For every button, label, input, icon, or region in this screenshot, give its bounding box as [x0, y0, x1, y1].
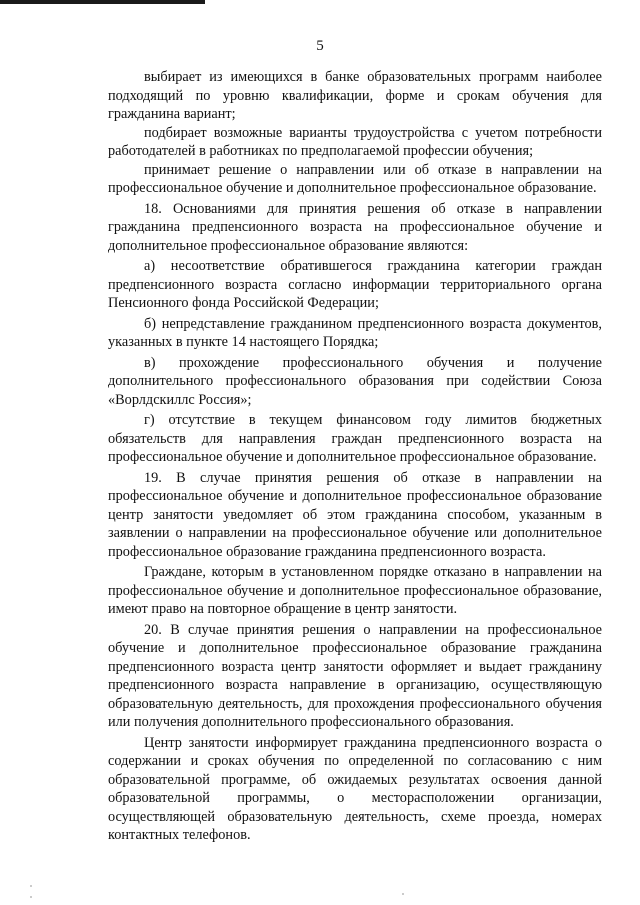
top-rule: [0, 0, 205, 4]
scan-speck: [30, 885, 32, 887]
scan-speck: [402, 893, 404, 895]
paragraph: 18. Основаниями для принятия решения об отказе в направлении гражданина предпенсионного возраста на профессиональное обучение и дополнительное профессиональное образование являются:: [108, 200, 602, 254]
paragraph: в) прохождение профессионального обучения и получение дополнительного профессионального образования при содействии Союза «Ворлдскиллс Россия»;: [108, 354, 602, 408]
paragraph: б) непредставление гражданином предпенсионного возраста документов, указанных в пункте 14 настоящего Порядка;: [108, 315, 602, 350]
paragraph: Граждане, которым в установленном порядке отказано в направлении на профессиональное обучение и дополнительное профессиональное образование, имеют право на повторное обращение в центр занятости.: [108, 564, 602, 617]
paragraph: 19. В случае принятия решения об отказе в направлении на профессиональное обучение и дополнительное профессиональное образование центр занятости уведомляет об этом гражданина способом, указанным в заявлении о направлении на профессиональное обучение или дополнительное профессиональное образование гражданина предпенсионного возраста.: [108, 469, 602, 560]
paragraph: а) несоответствие обратившегося гражданина категории граждан предпенсионного возраста согласно информации территориального органа Пенсионного фонда Российской Федерации;: [108, 258, 602, 311]
scan-speck: [30, 896, 32, 898]
document-body: [108, 68, 602, 845]
paragraph: подбирает возможные варианты трудоустройства с учетом потребности работодателей в работниках по предполагаемой профессии обучения;: [108, 124, 602, 159]
paragraph: 20. В случае принятия решения о направлении на профессиональное обучение и дополнительное профессиональное образование гражданина предпенсионного возраста центр занятости оформляет и выдает гражданину предпенсионного возраста направление в организацию, осуществляющую образовательную деятельность, для прохождения профессионального обучения или получения дополнительного профессионального образования.: [108, 621, 602, 730]
page-number: 5: [316, 38, 324, 54]
paragraph: принимает решение о направлении или об отказе в направлении на профессиональное обучение и дополнительное профессиональное образование.: [108, 161, 602, 196]
paragraph: выбирает из имеющихся в банке образовательных программ наиболее подходящий по уровню квалификации, форме и срокам обучения для гражданина вариант;: [108, 69, 602, 122]
paragraph: г) отсутствие в текущем финансовом году лимитов бюджетных обязательств для направления граждан предпенсионного возраста на профессиональное обучение и дополнительное профессиональное образование.: [108, 412, 602, 465]
paragraph: Центр занятости информирует гражданина предпенсионного возраста о содержании и сроках обучения по определенной по согласованию с ним образовательной программе, об ожидаемых результатах освоения данной образовательной программы, о месторасположении организации, осуществляющей образовательную деятельность, схеме проезда, номерах контактных телефонов.: [108, 734, 602, 843]
